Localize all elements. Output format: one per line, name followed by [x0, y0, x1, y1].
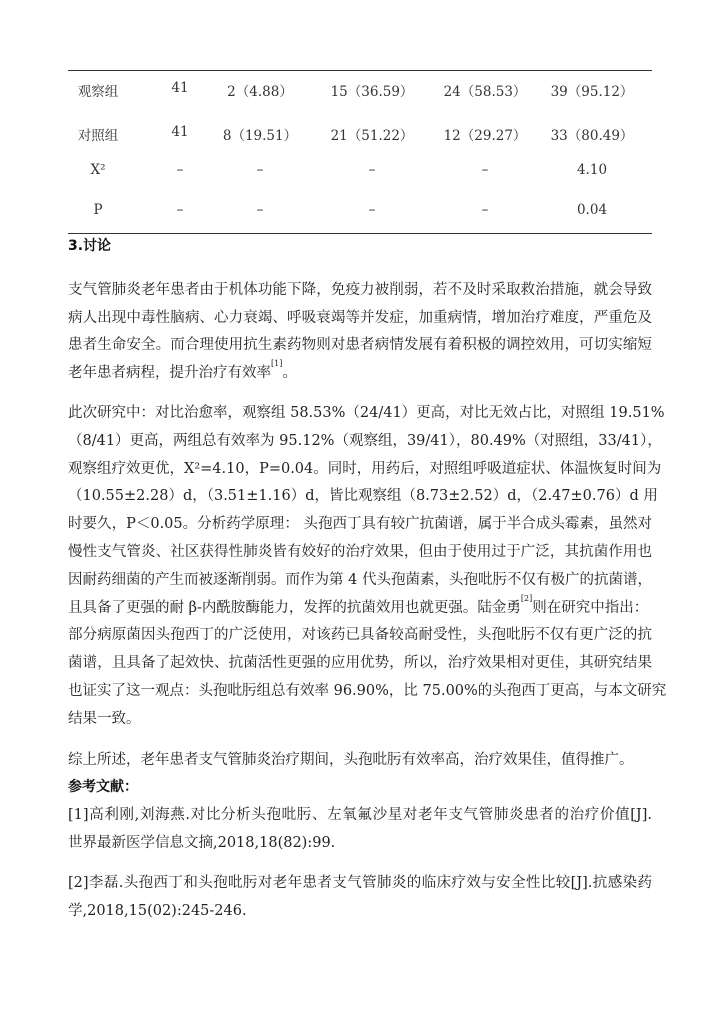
text-line: （10.55±2.28）d，（3.51±1.16）d，皆比观察组（8.73±2.52）d，（2.47±0.76）d 用	[68, 488, 658, 505]
text: 。	[282, 365, 297, 382]
table-cell: –	[481, 162, 489, 178]
table-top-rule	[68, 70, 652, 71]
table-cell: 4.10	[576, 162, 608, 178]
text-line: 支气管肺炎老年患者由于机体功能下降，免疫力被削弱，若不及时采取救治措施，就会导致	[68, 282, 652, 298]
table-cell: –	[176, 162, 184, 178]
table-cell: –	[256, 202, 264, 218]
citation-ref: [2]	[520, 593, 533, 603]
text-line: 观察组疗效更优，X²=4.10，P=0.04。同时，用药后，对照组呼吸道症状、体温恢复时间为	[68, 460, 662, 477]
table-cell: 41	[171, 80, 189, 96]
reference-line: [2]李磊.头孢西丁和头孢吡肟对老年患者支气管肺炎的临床疗效与安全性比较[J].抗感染药	[68, 875, 652, 891]
table-cell: –	[481, 202, 489, 218]
table-row	[68, 124, 652, 144]
text-line: 病人出现中毒性脑病、心力衰竭、呼吸衰竭等并发症，加重病情，增加治疗难度，严重危及	[68, 309, 652, 326]
text-line: 慢性支气管炎、社区获得性肺炎皆有姣好的治疗效果，但由于使用过于广泛，其抗菌作用也	[68, 544, 652, 560]
text-line: （8/41）更高，两组总有效率为 95.12%（观察组，39/41），80.49%（对照组，33/41），	[68, 432, 662, 449]
table-cell: 24（58.53）	[443, 84, 527, 100]
text-line	[68, 593, 652, 617]
table-bottom-rule	[68, 233, 652, 234]
text-line	[68, 361, 652, 382]
text: 则在研究中指出：	[532, 599, 649, 616]
text: 且具备了更强的耐 β-内酰胺酶能力，发挥的抗菌效用也就更强。陆金勇	[68, 599, 521, 616]
table-cell: 15（36.59）	[330, 84, 414, 100]
table-cell: –	[368, 202, 376, 218]
table-cell: 33（80.49）	[550, 128, 634, 144]
text-line: 菌谱，且具备了起效快、抗菌活性更强的应用优势，所以，治疗效果相对更佳，其研究结果	[68, 655, 652, 672]
table-row	[68, 162, 652, 182]
table-cell: 0.04	[576, 202, 608, 218]
table-cell: 12（29.27）	[443, 128, 527, 144]
paragraph-conclusion: 综上所述，老年患者支气管肺炎治疗期间，头孢吡肟有效率高，治疗效果佳，值得推广。	[68, 752, 634, 768]
table-cell: –	[176, 202, 184, 218]
table-cell: –	[368, 162, 376, 178]
reference-line: 学,2018,15(02):245-246.	[68, 903, 247, 919]
references-heading: 参考文献：	[68, 779, 138, 795]
text-line: 时要久，P＜0.05。分析药学原理： 头孢西丁具有较广抗菌谱，属于半合成头霉素，虽然对	[68, 516, 652, 533]
table-cell: X²	[90, 162, 106, 178]
table-cell: P	[93, 202, 103, 218]
table-cell: 观察组	[77, 84, 119, 100]
citation-ref: [1]	[271, 359, 283, 369]
table-row	[68, 80, 652, 100]
table-cell: 8（19.51）	[222, 128, 298, 144]
table-cell: 39（95.12）	[550, 84, 634, 100]
table-cell: 对照组	[77, 128, 119, 144]
table-cell: 41	[171, 124, 189, 140]
text: 老年患者病程，提升治疗有效率	[68, 365, 271, 382]
table-row	[68, 202, 652, 222]
table-cell: –	[256, 162, 264, 178]
table-cell: 21（51.22）	[330, 128, 414, 144]
section-heading: 3.讨论	[68, 238, 112, 254]
table-cell: 2（4.88）	[227, 84, 293, 100]
text-line: 因耐药细菌的产生而被逐渐削弱。而作为第 4 代头孢菌素，头孢吡肟不仅有极广的抗菌谱，	[68, 571, 652, 588]
text-line: 也证实了这一观点：头孢吡肟组总有效率 96.90%，比 75.00%的头孢西丁更高，与本文研究	[68, 683, 667, 699]
text-line: 结果一致。	[68, 710, 141, 727]
reference-line: 世界最新医学信息文摘,2018,18(82):99.	[68, 835, 336, 851]
text-line: 患者生命安全。而合理使用抗生素药物则对患者病情发展有着积极的调控效用，可切实缩短	[68, 337, 652, 354]
text-line: 此次研究中：对比治愈率，观察组 58.53%（24/41）更高，对比无效占比，对照组 19.51%	[68, 405, 665, 421]
text-line: 部分病原菌因头孢西丁的广泛使用，对该药已具备较高耐受性，头孢吡肟不仅有更广泛的抗	[68, 627, 652, 644]
reference-line: [1]高利刚,刘海燕.对比分析头孢吡肟、左氧氟沙星对老年支气管肺炎患者的治疗价值[J].	[68, 807, 652, 823]
